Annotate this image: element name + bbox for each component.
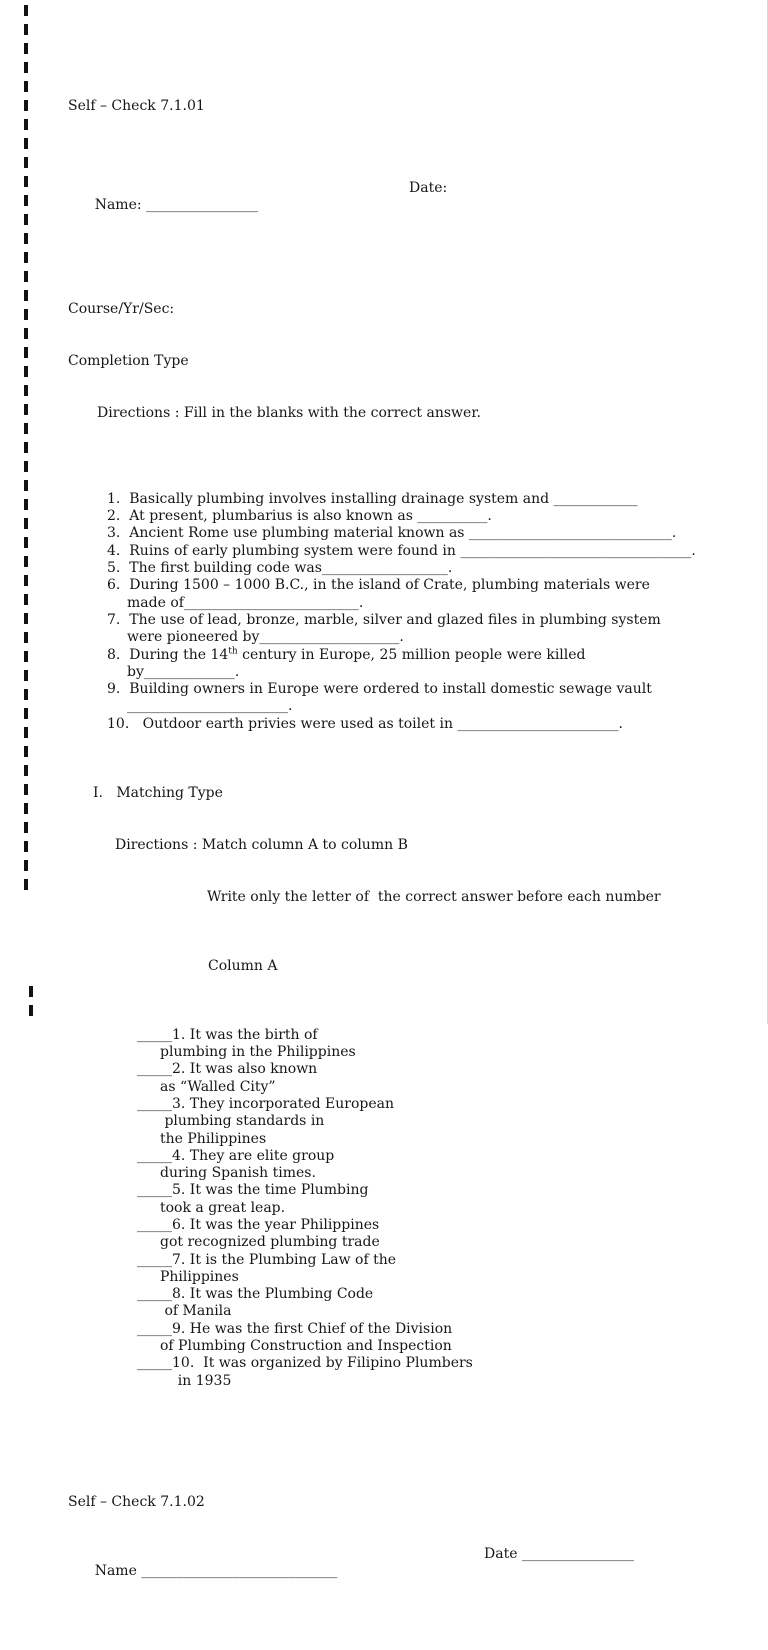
completion-item xyxy=(107,491,744,508)
item-line: of Manila xyxy=(160,1303,232,1320)
matching-item xyxy=(137,1096,744,1148)
completion-list xyxy=(107,491,744,733)
page-edge-dashes-bottom xyxy=(29,986,33,1024)
footer-name-date-row xyxy=(68,1546,744,1615)
item-line: 8. During the 14th century in Europe, 25 million people were killed xyxy=(107,645,586,663)
page-title: Self – Check 7.1.01 xyxy=(68,97,205,114)
item-line: 6. During 1500 – 1000 B.C., in the island of Crate, plumbing materials were xyxy=(107,577,650,594)
document-content xyxy=(68,0,744,1650)
name-field-label: Name: ________________ xyxy=(94,197,259,214)
page-edge-dashes xyxy=(24,5,28,898)
matching-item xyxy=(137,1182,744,1217)
item-line: _____3. They incorporated European xyxy=(137,1095,394,1112)
item-line: 4. Ruins of early plumbing system were found in _________________________________. xyxy=(107,542,696,559)
item-line: 7. The use of lead, bronze, marble, silver and glazed files in plumbing system xyxy=(107,611,661,628)
item-line: during Spanish times. xyxy=(160,1165,316,1182)
item-line: plumbing in the Philippines xyxy=(160,1044,356,1061)
completion-item xyxy=(107,560,744,577)
item-line: 2. At present, plumbarius is also known as __________. xyxy=(107,508,492,525)
completion-item xyxy=(107,525,744,542)
matching-item xyxy=(137,1148,744,1183)
item-line: _____9. He was the first Chief of the Division xyxy=(137,1320,453,1337)
item-line: of Plumbing Construction and Inspection xyxy=(160,1338,452,1355)
item-line: by_____________. xyxy=(127,663,240,680)
name-date-row xyxy=(68,180,744,249)
item-line: were pioneered by____________________. xyxy=(127,629,404,646)
matching-directions: Directions : Match column A to column B xyxy=(115,836,408,853)
matching-item xyxy=(137,1355,744,1390)
item-line: _____8. It was the Plumbing Code xyxy=(137,1286,374,1303)
item-line: 5. The first building code was__________________. xyxy=(107,560,453,577)
completion-directions: Directions : Fill in the blanks with the correct answer. xyxy=(97,404,481,421)
matching-item xyxy=(137,1286,744,1321)
item-line: 3. Ancient Rome use plumbing material known as _____________________________. xyxy=(107,525,677,542)
completion-item xyxy=(107,612,744,647)
matching-item xyxy=(137,1217,744,1252)
footer-date-field-label: Date ________________ xyxy=(484,1545,634,1562)
column-a-heading: Column A xyxy=(208,957,278,974)
matching-item xyxy=(137,1252,744,1287)
item-line: took a great leap. xyxy=(160,1199,286,1216)
matching-type-heading: I. Matching Type xyxy=(93,784,223,801)
item-line: plumbing standards in xyxy=(160,1113,325,1130)
footer-title: Self – Check 7.1.02 xyxy=(68,1493,205,1510)
item-line: the Philippines xyxy=(160,1130,267,1147)
item-line: _____1. It was the birth of xyxy=(137,1026,318,1043)
date-field-label: Date: xyxy=(409,179,448,196)
item-line: made of_________________________. xyxy=(127,594,364,611)
item-line: Philippines xyxy=(160,1268,239,1285)
completion-item xyxy=(107,647,744,682)
matching-directions-2: Write only the letter of the correct answer before each number xyxy=(207,888,661,905)
item-line: _____7. It is the Plumbing Law of the xyxy=(137,1251,397,1268)
course-field-label: Course/Yr/Sec: xyxy=(68,300,175,317)
completion-item xyxy=(107,543,744,560)
item-line: _____10. It was organized by Filipino Plumbers xyxy=(137,1355,473,1372)
item-line: as “Walled City” xyxy=(160,1078,276,1095)
item-line: _____6. It was the year Philippines xyxy=(137,1217,380,1233)
footer-name-field-label: Name ____________________________ xyxy=(94,1563,338,1580)
completion-item xyxy=(107,577,744,612)
item-line: _____4. They are elite group xyxy=(137,1147,335,1164)
matching-item xyxy=(137,1321,744,1356)
item-line: _____5. It was the time Plumbing xyxy=(137,1182,369,1199)
item-line: got recognized plumbing trade xyxy=(160,1234,380,1251)
item-line: 1. Basically plumbing involves installing drainage system and ____________ xyxy=(107,490,638,507)
section-heading: Completion Type xyxy=(68,352,189,369)
completion-item xyxy=(107,681,744,716)
item-line: _____2. It was also known xyxy=(137,1061,318,1078)
matching-item xyxy=(137,1061,744,1096)
completion-item xyxy=(107,508,744,525)
item-line: 10. Outdoor earth privies were used as toilet in _______________________. xyxy=(107,715,623,732)
matching-list xyxy=(137,1027,744,1390)
item-line: in 1935 xyxy=(160,1372,232,1389)
completion-item xyxy=(107,716,744,733)
matching-item xyxy=(137,1027,744,1062)
item-line: _______________________. xyxy=(127,698,293,715)
item-line: 9. Building owners in Europe were ordered to install domestic sewage vault xyxy=(107,681,652,698)
